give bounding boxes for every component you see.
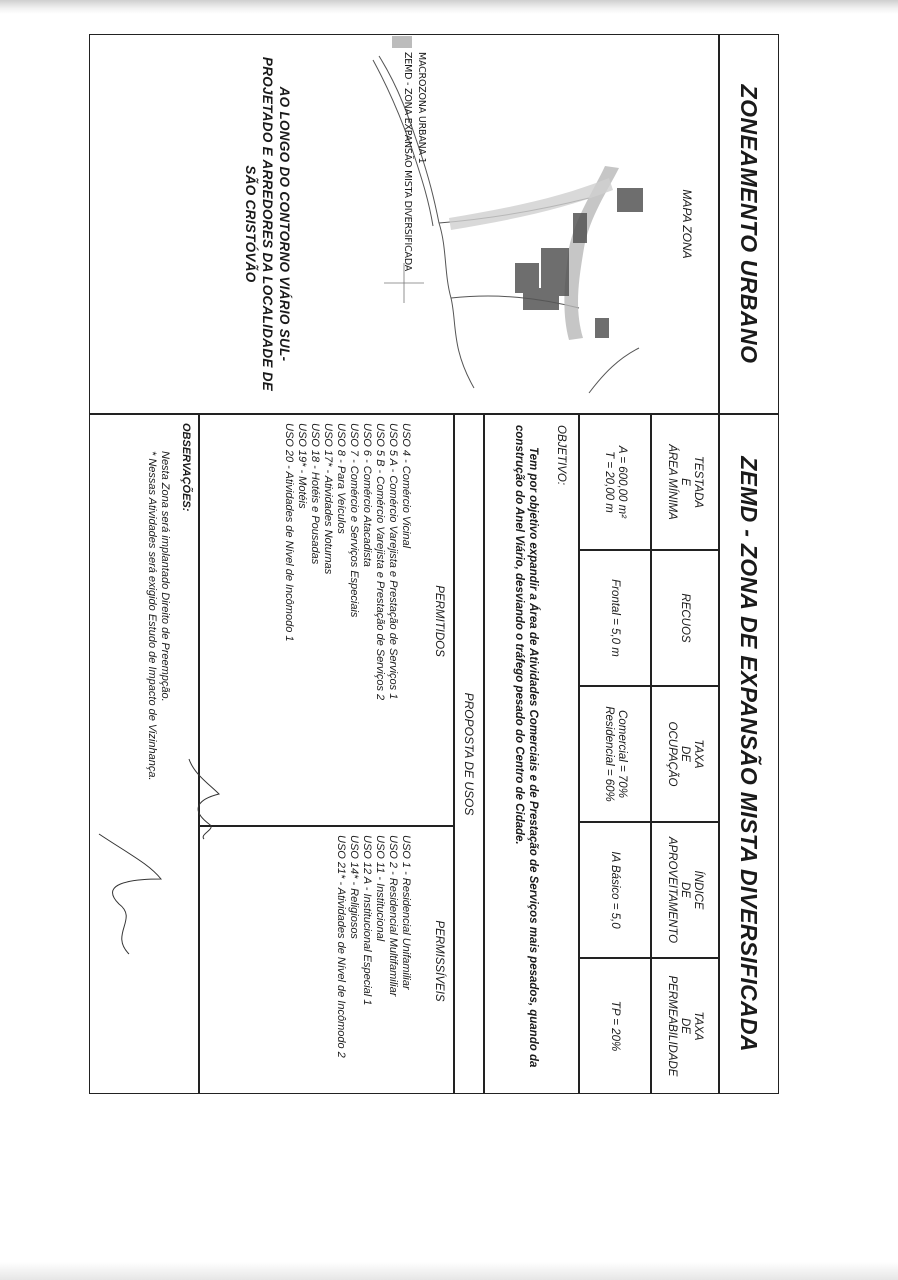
urban-block	[595, 318, 609, 338]
objective-text: Tem por objetivo expandir a Área de Atividades Comerciais e de Prestação de Serviços mais pesados, quando da construção do Anel Viário, desviando o tráfego pesado do Centro de Cidade.	[513, 425, 539, 1068]
permitted-use-item: USO 8 - Para Veículos	[335, 423, 347, 534]
urban-block	[617, 188, 643, 212]
permitted-use-item: USO 18 - Hotéis e Pousadas	[309, 423, 321, 565]
permissible-use-item: USO 14* - Religiosos	[348, 835, 360, 939]
location-note: AO LONGO DO CONTORNO VIÁRIO SUL- PROJETADO E ARREDORES DA LOCALIDADE DE SÃO CRISTÓVÃO	[243, 56, 292, 392]
zoning-sheet	[89, 34, 779, 1094]
map-road	[589, 348, 639, 393]
param-header-line: TESTADA	[692, 455, 705, 509]
map-label: MAPA ZONA	[680, 189, 694, 259]
param-header-line: RECUOS	[679, 593, 692, 643]
param-header-line: E	[679, 478, 692, 486]
param-header-line: DE	[679, 882, 692, 898]
permissible-use-item: USO 2 - Residencial Multifamiliar	[387, 835, 399, 997]
legend-swatch	[392, 36, 412, 48]
permitted-use-item: USO 7 - Comércio e Serviços Especiais	[348, 423, 360, 618]
permitted-list	[282, 423, 412, 819]
param-value-line: Residencial = 60%	[603, 706, 615, 802]
param-value	[579, 414, 651, 550]
permissible-title: PERMISSÍVEIS	[433, 920, 445, 1002]
permissible-use-item: USO 21* - Atividades de Nível de Incômodo 2	[335, 835, 347, 1058]
objective-box	[484, 414, 579, 1094]
signature	[179, 754, 229, 844]
permitted-use-item: USO 6 - Comércio Atacadista	[361, 423, 373, 567]
param-header-line: OCUPAÇÃO	[666, 721, 679, 787]
param-value-line: Frontal = 5,0 m	[609, 579, 622, 657]
permissible-use-item: USO 1 - Residencial Unifamiliar	[400, 835, 412, 990]
param-header	[651, 414, 719, 550]
permissible-uses	[199, 826, 454, 1094]
permitted-use-item: USO 5 A - Comércio Varejista e Prestação de Serviços 1	[387, 423, 399, 700]
permitted-use-item: USO 4 - Comércio Vicinal	[400, 423, 412, 549]
param-value-line: T = 20,00 m	[603, 451, 615, 513]
signature	[89, 824, 169, 964]
permissible-list	[334, 835, 412, 1087]
scan-edge-top	[0, 0, 898, 14]
param-value	[579, 686, 651, 822]
legend-macrozona: MACROZONA URBANA 1	[416, 52, 427, 164]
zone-map	[339, 48, 679, 403]
param-header	[651, 550, 719, 686]
param-header-line: ÍNDICE	[692, 870, 705, 910]
zone-title: ZEMD - ZONA DE EXPANSÃO MISTA DIVERSIFICADA	[719, 414, 779, 1094]
permissible-use-item: USO 12 A - Institucional Especial 1	[361, 835, 373, 1006]
urban-block	[523, 288, 559, 310]
param-header-line: TAXA	[692, 1011, 705, 1041]
param-value	[579, 958, 651, 1094]
observations-label: OBSERVAÇÕES:	[180, 423, 192, 512]
legend-zemd: ZEMD - ZONA EXPANSÃO MISTA DIVERSIFICADA	[402, 52, 413, 272]
observation-line: Nesta Zona será implantado Direito de Preempção.	[159, 451, 171, 702]
urban-block	[573, 213, 587, 243]
param-header-line: ÁREA MÍNIMA	[666, 444, 679, 520]
observation-line: * Nessas Atividades será exigido Estudo de Impacto de Vizinhança.	[146, 451, 158, 781]
param-header-line: TAXA	[692, 739, 705, 769]
param-header-line: DE	[679, 1018, 692, 1034]
map-road	[439, 223, 474, 388]
param-value	[579, 550, 651, 686]
param-value-line: IA Básico = 5,0	[609, 851, 622, 929]
param-header-line: PERMEABILIDADE	[666, 975, 679, 1077]
param-value	[579, 822, 651, 958]
permitted-use-item: USO 5 B - Comércio Varejista e Prestação de Serviços 2	[374, 423, 386, 701]
param-header	[651, 958, 719, 1094]
param-header-line: APROVEITAMENTO	[666, 836, 679, 944]
scan-edge-bottom	[0, 1262, 898, 1280]
permitted-title: PERMITIDOS	[433, 585, 445, 657]
param-header-line: DE	[679, 746, 692, 762]
permitted-uses	[199, 414, 454, 826]
observations-list	[145, 423, 171, 1085]
objective-label: OBJETIVO:	[555, 425, 567, 486]
permissible-use-item: USO 11 - Institucional	[374, 835, 386, 942]
permitted-use-item: USO 19* - Motéis	[296, 423, 308, 509]
permitted-use-item: USO 17* - Atividades Noturnas	[322, 423, 334, 575]
uses-title: PROPOSTA DE USOS	[454, 414, 484, 1094]
param-value-line: A = 600,00 m²	[616, 445, 628, 519]
section-title: ZONEAMENTO URBANO	[719, 34, 779, 414]
param-value-line: TP = 20%	[609, 1000, 622, 1052]
map-road	[451, 296, 579, 308]
param-header	[651, 822, 719, 958]
permitted-use-item: USO 20 - Atividades de Nível de Incômodo 1	[283, 423, 295, 642]
param-header	[651, 686, 719, 822]
param-value-line: Comercial = 70%	[616, 710, 628, 798]
